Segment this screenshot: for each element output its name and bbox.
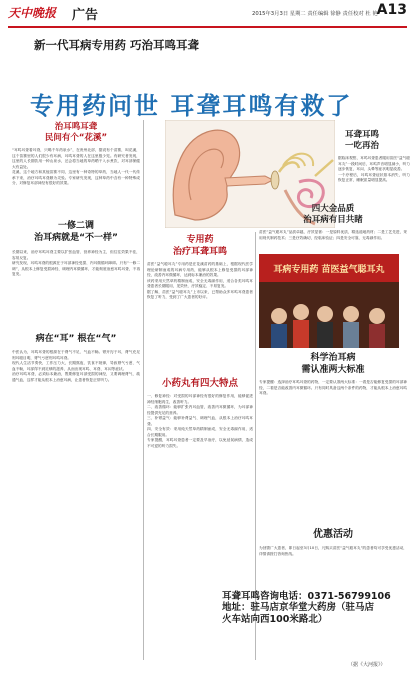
col1-heading-1: 治耳鸣耳聋 民间有个“花溪” — [44, 122, 108, 143]
hotline-phone: 耳聋耳鸣咨询电话：0371-56799106 — [222, 591, 391, 602]
col2-heading-1: 专用药 治疗耳聋耳鸣 — [172, 235, 227, 257]
pharmacy-photo — [259, 254, 399, 348]
col3-body-4: 为回馈广大患者，即日起至3月10日，凡购买苗医“益气聪耳丸”的患者均可享受优惠活动，详情请拨打咨询热线。 — [259, 546, 407, 556]
pharmacy-address: 地址：驻马店京华堂大药房（驻马店 火车站向西100米路北） — [222, 602, 375, 625]
column-divider — [143, 120, 144, 660]
col3-body-2: 苗医“益气聪耳丸”品质卓越，疗效显著：一是原料优质，精选道地药材；二是工艺先进，采用现代制药技术；三是疗效确切，经临床验证；四是安全可靠，无毒副作用。 — [259, 230, 407, 240]
header-rule — [8, 26, 407, 28]
col3-body-3: 专家提醒：选择治疗耳鸣耳聋的药物，一定要认准两大标准：一看是否能修复受损的耳部神经，二看是否能改善内耳微循环。只有同时具备这两个条件的药物，才能从根本上治愈耳鸣耳聋。 — [259, 380, 407, 395]
col1-heading-3: 病在“耳” 根在“气” — [35, 334, 117, 344]
col3-heading-2: 四大金品质 治耳病有目共睹 — [303, 204, 363, 225]
col1-body-2: 长期以来，治疗耳鸣耳聋主要以扩张血管、营养神经为主，但往往效果不佳，容易反复。 研究发现，耳鸣耳聋的根源在于耳部神经受损、内耳微循环障碍。只有“一修二调”，从根本上修复受损神经、调理内耳微循环，才能彻底治愈耳鸣耳聋，不再复发。 — [12, 250, 140, 276]
section-label: 广告 — [72, 8, 99, 23]
col3-heading-4: 优惠活动 — [313, 529, 353, 540]
col2-heading-2: 小药丸有四大特点 — [161, 378, 238, 389]
col3-body-1-upper: 据临床观察，耳鸣耳聋患者服用苗医“益气聪耳丸”一段时间后，耳鸣声音明显减小，听力逐步恢复，耳闷、头晕等症状明显改善。 一个疗程后，耳鸣耳聋症状基本消失，听力恢复正常，睡眠质量明显提高。 — [338, 156, 410, 182]
main-headline: 专用药问世 耳聋耳鸣有救了 — [30, 92, 353, 120]
kicker-headline: 新一代耳病专用药 巧治耳鸣耳聋 — [34, 38, 200, 52]
page-number: A13 — [376, 2, 407, 18]
issue-meta: 2015年3月3日 星期二 责任编辑 徐静 责任校对 杜 艳 — [252, 11, 378, 17]
col1-body-1: “耳鸣耳聋看耳聋，只喝千年药泉水”，在贵州北部，据说有个苗寨，叫花溪，这个苗寨里的人们很少有耳病，耳鸣耳聋的人在这里极少见。有研究者发现，这里的人长期饮用一种山泉水，还会将当地的草药晒干入水煮饮，对耳部保健大有益处。 花溪，这个地方和其他苗寨不同，这里有一种奇特的草药，当地人一代一代传承下来，治疗耳鸣耳聋颇为灵验。专家研究发现，这种草药中含有一种特殊成分，对修复耳部神经有很好的效果。 — [12, 148, 140, 185]
source-credit: （据《大河报》） — [348, 662, 386, 668]
newspaper-logo: 天中晚报 — [8, 6, 57, 20]
col1-body-3: 中医认为，耳鸣耳聋的根源在于肾气不足、气血不畅。肾开窍于耳，肾气充足则耳聪目明，肾气亏虚则耳鸣耳聋。 现代人生活节奏快，工作压力大，长期熬夜、饮食不规律，导致肾气亏虚、气血不畅，耳部得不到足够的滋养，从而出现耳鸣、耳聋、耳闷等症状。 治疗耳鸣耳聋，必须标本兼治，既要修复耳部受损的神经，又要调理肾气、疏通气血，这样才能从根本上治愈耳病，让患者恢复正常听力。 — [12, 350, 140, 382]
col1-heading-2: 一修二调 治耳病就是“不一样” — [34, 221, 118, 243]
col2-body-2: 一、修复神经：对受损的耳部神经有很好的修复作用，能够促进神经细胞再生，改善听力。 二、改善循环：能够扩张内耳血管，改善内耳微循环，为耳部神经提供充足的营养。 三、补肾益气：能够补肾益气、调理气血，从根本上治疗耳鸣耳聋。 四、安全有效：采用纯天然草药精制而成，安全无毒副作用，适合长期服用。 专家提醒，耳鸣耳聋患者一定要及早治疗，以免延误病情，造成不可逆的听力损失。 — [147, 394, 253, 448]
col2-body-1: 苗医“益气聪耳丸”专用药是在花溪苗药的基础上，根据现代医学理论研制而成的耳病专用药，能够从根本上修复受损的耳部神经，改善内耳微循环，达到标本兼治的效果。 该药采用天然草药精制而成，安全无毒副作用，适合各类耳鸣耳聋患者长期服用，见效快、疗效稳定、不易复发。 据了解，苗医“益气聪耳丸”上市以来，已帮助众多耳鸣耳聋患者恢复了听力，受到了广大患者的好评。 — [147, 262, 253, 299]
col3-heading-3: 科学治耳病 需认准两大标准 — [301, 353, 365, 375]
photo-banner-text: 耳病专用药 苗医益气聪耳丸 — [273, 265, 385, 275]
col3-heading-1: 耳聋耳鸣 一吃再治 — [344, 130, 379, 151]
page-header — [8, 4, 407, 26]
